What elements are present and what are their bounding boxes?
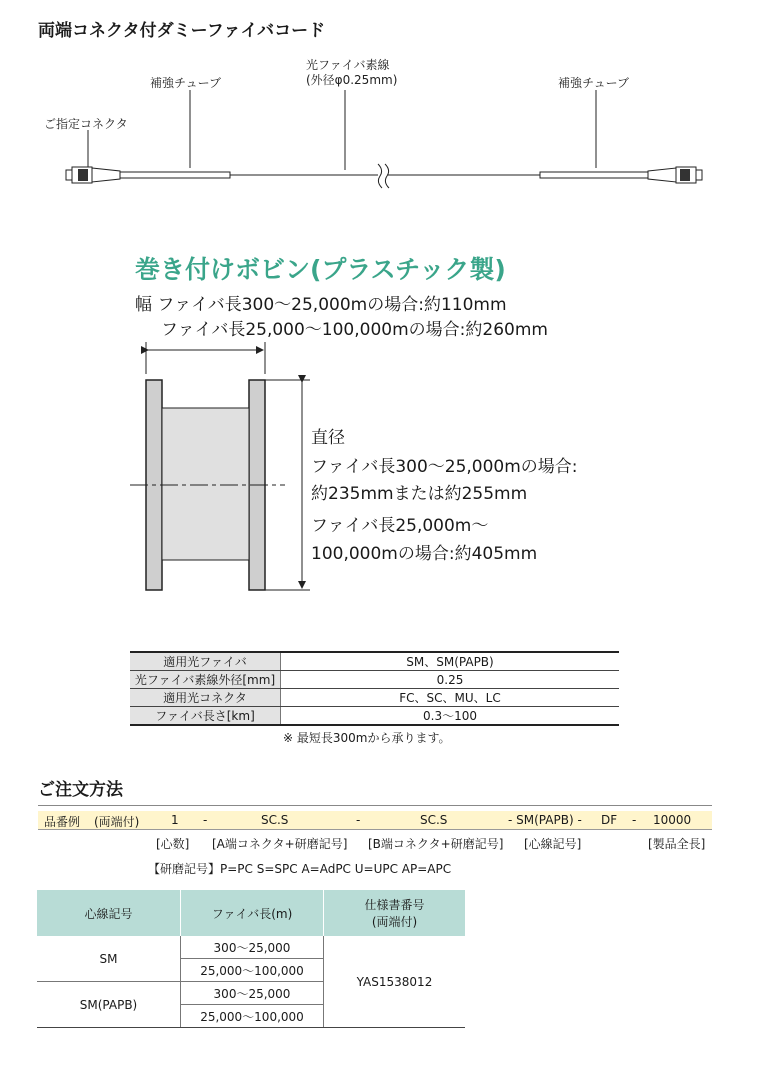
length-cell: 300〜25,000 (181, 936, 324, 959)
length-cell: 25,000〜100,000 (181, 959, 324, 982)
model-table (37, 890, 465, 1028)
spec-label: ファイバ長さ[km] (130, 707, 281, 726)
code-sep: - (356, 813, 361, 827)
table-row (37, 936, 465, 959)
fiber-type-cell: SM(PAPB) (37, 982, 181, 1028)
diameter-line-4: 100,000mの場合:約405mm (311, 544, 538, 564)
code-sep: - (632, 813, 637, 827)
spec-value: 0.25 (281, 671, 620, 689)
code-cores: 1 (171, 813, 179, 827)
caption-fiber-type: [心線記号] (524, 837, 582, 851)
tube-right-label: 補強チューブ (558, 76, 630, 90)
header-fiber-length: ファイバ長(m) (181, 890, 324, 936)
code-df: DF (601, 813, 618, 827)
spec-row (130, 689, 619, 707)
fiber-label-2: (外径φ0.25mm) (306, 73, 398, 87)
spec-label: 光ファイバ素線外径[mm] (130, 671, 281, 689)
code-fiber-type: - SM(PAPB) - (508, 813, 582, 827)
caption-b-end: [B端コネクタ+研磨記号] (368, 837, 504, 851)
spec-no-cell: YAS1538012 (324, 936, 466, 1028)
bobbin-heading: 巻き付けボビン(プラスチック製) (135, 255, 506, 284)
tube-left-label: 補強チューブ (150, 76, 222, 90)
header-spec-no: 仕様書番号 (両端付) (324, 890, 466, 936)
diameter-line-2: 約235mmまたは約255mm (311, 484, 528, 504)
fiber-label-1: 光ファイバ素線 (306, 58, 390, 72)
spec-label: 適用光ファイバ (130, 652, 281, 671)
caption-cores: [心数] (156, 837, 190, 851)
width-line-2: ファイバ長25,000〜100,000mの場合:約260mm (161, 320, 548, 340)
bobbin-diagram (120, 338, 320, 608)
spec-label: 適用光コネクタ (130, 689, 281, 707)
order-divider (38, 805, 712, 806)
part-number-bar (38, 811, 712, 830)
code-b-end: SC.S (420, 813, 448, 827)
diameter-line-1: ファイバ長300〜25,000mの場合: (311, 457, 578, 477)
code-a-end: SC.S (261, 813, 289, 827)
length-cell: 300〜25,000 (181, 982, 324, 1005)
caption-length: [製品全長] (648, 837, 706, 851)
code-sep: - (203, 813, 208, 827)
spec-row (130, 671, 619, 689)
length-cell: 25,000〜100,000 (181, 1005, 324, 1028)
spec-row (130, 652, 619, 671)
part-example-sub-label: (両端付) (94, 815, 140, 829)
header-fiber-type: 心線記号 (37, 890, 181, 936)
model-table-header (37, 890, 465, 936)
caption-a-end: [A端コネクタ+研磨記号] (212, 837, 348, 851)
part-number-captions (38, 831, 712, 853)
part-example-label: 品番例 (44, 815, 81, 829)
polish-codes: 【研磨記号】P=PC S=SPC A=AdPC U=UPC AP=APC (148, 862, 452, 876)
code-length: 10000 (653, 813, 692, 827)
spec-table (130, 651, 619, 726)
spec-value: SM、SM(PAPB) (281, 652, 620, 671)
spec-value: FC、SC、MU、LC (281, 689, 620, 707)
diameter-line-3: ファイバ長25,000m〜 (311, 516, 489, 536)
diameter-title: 直径 (311, 428, 345, 448)
spec-value: 0.3〜100 (281, 707, 620, 726)
min-length-note: ※ 最短長300mから承ります。 (283, 731, 451, 745)
width-line-1: 幅 ファイバ長300〜25,000mの場合:約110mm (135, 295, 507, 315)
page-title: 両端コネクタ付ダミーファイバコード (38, 21, 326, 41)
fiber-type-cell: SM (37, 936, 181, 982)
connector-label: ご指定コネクタ (44, 117, 128, 131)
spec-row (130, 707, 619, 726)
order-title: ご注文方法 (38, 780, 123, 800)
